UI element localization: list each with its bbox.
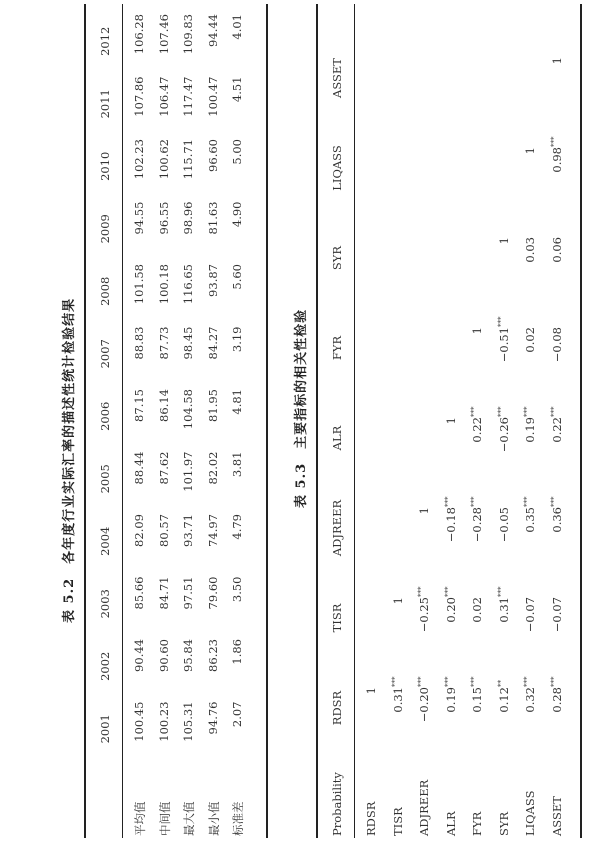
table-5-2-caption	[58, 284, 77, 623]
col-header-tisr: TISR	[330, 603, 344, 633]
significance-stars: ***	[496, 316, 505, 327]
table-cell: 98.96	[181, 201, 195, 235]
table-5-3-number: 表 5.3	[294, 462, 309, 508]
corr-cell	[470, 493, 484, 583]
corr-value: −0.07	[549, 597, 564, 633]
year-header-2012: 2012	[98, 26, 112, 56]
corr-cell	[550, 313, 564, 403]
table-cell: 87.15	[132, 389, 146, 422]
corr-value: 1	[364, 687, 378, 695]
significance-stars: ***	[496, 586, 505, 597]
table-cell: 101.97	[181, 451, 195, 492]
significance-stars: ***	[470, 406, 479, 417]
corr-value: 1	[417, 507, 431, 515]
corr-cell	[417, 583, 431, 673]
year-header-2004: 2004	[98, 526, 112, 556]
corr-value: 0.28	[549, 687, 564, 713]
table-cell: 96.60	[205, 139, 220, 172]
corr-value: 0.36	[549, 507, 564, 533]
table-cell: 81.95	[205, 389, 220, 422]
row-label: ALR	[443, 811, 458, 836]
table-cell: 3.19	[230, 326, 244, 353]
table-cell: 90.60	[156, 639, 171, 672]
table-cell: 74.97	[205, 514, 220, 547]
table-cell: 100.47	[205, 76, 220, 117]
corr-cell	[497, 403, 511, 493]
corr-value: 0.22	[470, 417, 484, 443]
table-cell: 96.55	[156, 201, 171, 235]
corr-cell	[523, 223, 537, 313]
corr-cell	[550, 43, 564, 133]
significance-stars: ***	[549, 496, 558, 507]
corr-cell	[470, 583, 484, 673]
corr-value: 1	[496, 237, 511, 245]
row-label: 中间值	[157, 801, 172, 836]
significance-stars: ***	[417, 676, 426, 687]
corr-cell	[444, 673, 458, 763]
corr-value: 0.12	[496, 687, 511, 713]
corr-cell	[391, 673, 405, 763]
col-header-asset: ASSET	[330, 58, 344, 98]
corr-cell	[550, 493, 564, 583]
table-cell: 100.23	[156, 701, 171, 742]
corner-header: Probability	[330, 772, 344, 836]
year-header-2011: 2011	[98, 89, 112, 119]
significance-stars: ***	[523, 676, 532, 687]
table-cell: 104.58	[181, 389, 195, 430]
corr-cell	[523, 133, 537, 223]
table-cell: 93.71	[181, 514, 195, 547]
table-cell: 107.46	[156, 14, 171, 55]
table-cell: 4.79	[230, 514, 244, 540]
significance-stars: ***	[443, 586, 452, 597]
table-cell: 101.58	[132, 264, 146, 305]
table-cell: 3.50	[230, 576, 244, 603]
corr-cell	[497, 313, 511, 403]
corr-value: −0.28	[470, 507, 484, 543]
col-header-fyr: FYR	[330, 335, 344, 361]
corr-value: 1	[470, 327, 484, 335]
year-header-2001: 2001	[98, 714, 112, 744]
table-cell: 100.45	[132, 701, 146, 742]
table-5-3-title: 主要指标的相关性检验	[294, 308, 309, 449]
table-cell: 79.60	[205, 576, 220, 610]
corr-cell	[417, 493, 431, 583]
table-cell: 82.02	[205, 451, 220, 485]
corr-value: −0.51	[496, 327, 511, 363]
row-label: 标准差	[231, 801, 245, 836]
corr-cell	[417, 673, 431, 763]
table-cell: 106.28	[132, 14, 146, 55]
significance-stars: ***	[523, 406, 532, 417]
table-cell: 4.81	[230, 389, 244, 415]
table-cell: 107.86	[132, 76, 146, 117]
row-label: FYR	[470, 811, 484, 836]
table-cell: 94.76	[205, 701, 220, 735]
corr-cell	[497, 673, 511, 763]
table-cell: 105.31	[181, 701, 195, 742]
col-header-liqass: LIQASS	[330, 145, 344, 191]
table-5-3-top-rule	[316, 4, 318, 838]
significance-stars: **	[496, 680, 505, 687]
significance-stars: ***	[470, 496, 479, 507]
corr-cell	[523, 493, 537, 583]
corr-value: 0.98	[549, 147, 564, 173]
row-label: ASSET	[549, 796, 564, 836]
year-header-2010: 2010	[98, 151, 112, 181]
corr-value: 0.35	[523, 507, 537, 533]
significance-stars: ***	[470, 676, 479, 687]
corr-value: 0.31	[496, 597, 511, 623]
corr-value: 1	[549, 57, 564, 65]
table-5-2-bottom-rule	[266, 4, 268, 838]
table-5-2-header-rule	[122, 4, 123, 838]
col-header-alr: ALR	[330, 425, 344, 451]
row-label: ADJREER	[417, 779, 431, 836]
table-cell: 90.44	[132, 639, 146, 672]
row-label: TISR	[390, 807, 405, 836]
significance-stars: ***	[390, 676, 399, 687]
table-cell: 87.73	[156, 326, 171, 360]
corr-value: 1	[523, 147, 537, 155]
table-cell: 84.27	[205, 326, 220, 360]
year-header-2005: 2005	[98, 464, 112, 494]
table-cell: 3.81	[230, 451, 244, 478]
table-5-3-caption	[290, 295, 309, 508]
year-header-2008: 2008	[98, 276, 112, 306]
corr-cell	[470, 313, 484, 403]
table-cell: 1.86	[230, 639, 244, 665]
corr-value: −0.20	[417, 687, 431, 723]
corr-value: 0.20	[443, 597, 458, 623]
corr-value: 1	[390, 597, 405, 605]
corr-value: 0.31	[390, 687, 405, 713]
corr-cell	[391, 583, 405, 673]
col-header-adjreer: ADJREER	[330, 499, 344, 557]
col-header-syr: SYR	[330, 245, 344, 271]
corr-cell	[444, 493, 458, 583]
corr-value: 0.32	[523, 687, 537, 713]
table-cell: 93.87	[205, 264, 220, 297]
corr-value: 0.06	[549, 237, 564, 263]
corr-cell	[470, 403, 484, 493]
corr-cell	[470, 673, 484, 763]
corr-cell	[444, 583, 458, 673]
corr-value: −0.18	[443, 507, 458, 543]
table-cell: 4.01	[230, 14, 244, 40]
year-header-2006: 2006	[98, 401, 112, 431]
significance-stars: ***	[549, 676, 558, 687]
corr-cell	[550, 133, 564, 223]
table-5-3-header-rule	[354, 4, 355, 838]
table-cell: 2.07	[230, 701, 244, 728]
corr-cell	[444, 403, 458, 493]
significance-stars: ***	[443, 676, 452, 687]
corr-cell	[497, 583, 511, 673]
corr-value: 0.19	[443, 687, 458, 713]
corr-value: 0.02	[470, 597, 484, 623]
corr-value: 0.15	[470, 687, 484, 713]
corr-cell	[550, 403, 564, 493]
row-label: SYR	[496, 811, 511, 836]
table-cell: 94.55	[132, 201, 146, 235]
table-cell: 81.63	[205, 201, 220, 235]
col-header-rdsr: RDSR	[330, 690, 344, 726]
table-cell: 106.47	[156, 76, 171, 117]
table-5-3-bottom-rule	[580, 4, 582, 838]
table-cell: 86.14	[156, 389, 171, 422]
table-cell: 5.00	[230, 139, 244, 165]
year-header-2003: 2003	[98, 589, 112, 619]
table-cell: 82.09	[132, 514, 146, 547]
table-5-2-title: 各年度行业实际汇率的描述性统计检验结果	[62, 297, 77, 564]
year-header-2009: 2009	[98, 214, 112, 244]
table-cell: 109.83	[181, 14, 195, 55]
corr-value: 0.22	[549, 417, 564, 443]
corr-cell	[497, 223, 511, 313]
row-label: RDSR	[364, 801, 378, 836]
corr-cell	[523, 583, 537, 673]
table-5-2-number: 表 5.2	[62, 577, 77, 623]
table-cell: 97.51	[181, 576, 195, 610]
corr-value: 0.03	[523, 237, 537, 263]
table-cell: 85.66	[132, 576, 146, 610]
table-cell: 95.84	[181, 639, 195, 672]
row-label: LIQASS	[523, 790, 537, 836]
row-label: 最大值	[182, 801, 196, 836]
year-header-2007: 2007	[98, 339, 112, 369]
corr-cell	[550, 223, 564, 313]
table-cell: 87.62	[156, 451, 171, 485]
table-cell: 5.60	[230, 264, 244, 290]
table-cell: 88.83	[132, 326, 146, 360]
table-cell: 115.71	[181, 139, 195, 180]
corr-cell	[364, 673, 378, 763]
row-label: 最小值	[206, 801, 221, 836]
table-cell: 88.44	[132, 451, 146, 485]
significance-stars: ***	[549, 136, 558, 147]
year-header-2002: 2002	[98, 651, 112, 681]
table-cell: 116.65	[181, 264, 195, 305]
significance-stars: ***	[549, 406, 558, 417]
corr-cell	[523, 313, 537, 403]
corr-value: −0.26	[496, 417, 511, 453]
significance-stars: ***	[417, 586, 426, 597]
table-cell: 4.51	[230, 76, 244, 103]
significance-stars: ***	[496, 406, 505, 417]
table-cell: 80.57	[156, 514, 171, 547]
corr-cell	[523, 673, 537, 763]
table-cell: 86.23	[205, 639, 220, 672]
table-cell: 94.44	[205, 14, 220, 47]
table-cell: 84.71	[156, 576, 171, 610]
table-cell: 100.18	[156, 264, 171, 305]
corr-value: 1	[443, 417, 458, 425]
corr-cell	[550, 673, 564, 763]
table-cell: 102.23	[132, 139, 146, 180]
table-5-2-top-rule	[84, 4, 86, 838]
significance-stars: ***	[443, 496, 452, 507]
corr-value: −0.08	[549, 327, 564, 363]
corr-cell	[497, 493, 511, 583]
corr-cell	[550, 583, 564, 673]
table-cell: 4.90	[230, 201, 244, 228]
corr-value: −0.07	[523, 597, 537, 633]
significance-stars: ***	[523, 496, 532, 507]
row-label: 平均值	[133, 801, 147, 836]
corr-value: 0.02	[523, 327, 537, 353]
corr-cell	[523, 403, 537, 493]
corr-value: 0.19	[523, 417, 537, 443]
table-cell: 100.62	[156, 139, 171, 180]
table-cell: 98.45	[181, 326, 195, 360]
table-cell: 117.47	[181, 76, 195, 117]
corr-value: −0.05	[496, 507, 511, 543]
corr-value: −0.25	[417, 597, 431, 633]
